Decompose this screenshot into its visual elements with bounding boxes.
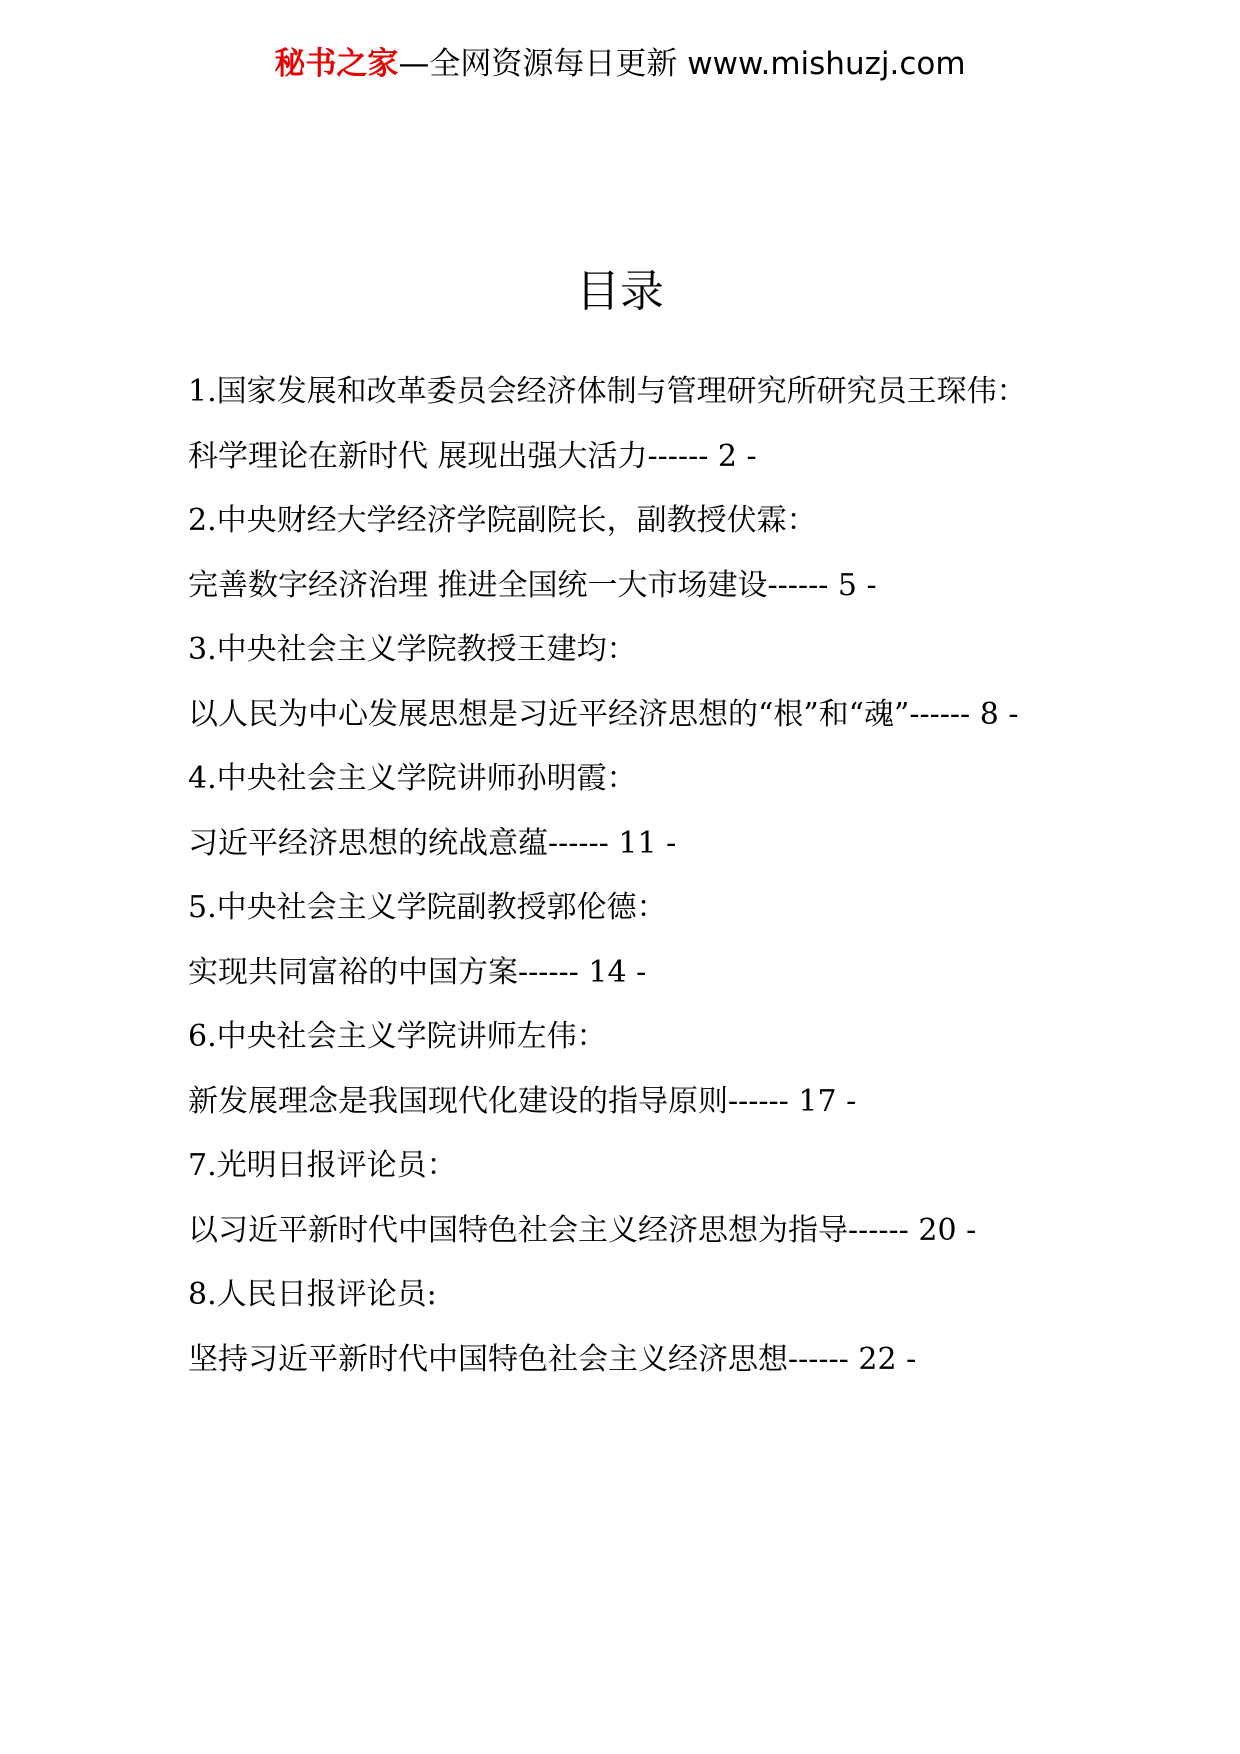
toc-entry [188, 360, 1053, 489]
toc-entry-article[interactable]: 完善数字经济治理 推进全国统一大市场建设------ 5 - [188, 567, 877, 603]
toc-entry [188, 618, 1053, 747]
site-tagline: —全网资源每日更新 www.mishuzj.com [398, 46, 966, 82]
site-header [0, 42, 1240, 86]
toc-entry-author: 1.国家发展和改革委员会经济体制与管理研究所研究员王琛伟： [188, 374, 1027, 409]
toc-entry [188, 1005, 1053, 1134]
toc-entry-article[interactable]: 新发展理念是我国现代化建设的指导原则------ 17 - [188, 1083, 857, 1119]
toc-entry-article[interactable]: 科学理论在新时代 展现出强大活力------ 2 - [188, 438, 757, 474]
toc-entry-author: 6.中央社会主义学院讲师左伟： [188, 1019, 607, 1054]
toc-entry-article[interactable]: 习近平经济思想的统战意蕴------ 11 - [188, 825, 677, 861]
site-brand: 秘书之家 [274, 46, 399, 82]
toc-entry [188, 489, 1053, 618]
toc-entry-article[interactable]: 实现共同富裕的中国方案------ 14 - [188, 954, 647, 990]
toc-entry-author: 5.中央社会主义学院副教授郭伦德： [188, 890, 667, 925]
toc-entry-article[interactable]: 坚持习近平新时代中国特色社会主义经济思想------ 22 - [188, 1341, 917, 1377]
toc-entry-author: 3.中央社会主义学院教授王建均： [188, 632, 637, 667]
toc-entry [188, 876, 1053, 1005]
toc-entry [188, 747, 1053, 876]
toc-entry [188, 1263, 1053, 1392]
toc-entry-author: 2.中央财经大学经济学院副院长，副教授伏霖： [188, 503, 817, 538]
toc-entry-article[interactable]: 以人民为中心发展思想是习近平经济思想的“根”和“魂”------ 8 - [188, 696, 1019, 732]
table-of-contents [188, 360, 1053, 1392]
toc-entry-author: 8.人民日报评论员: [188, 1277, 437, 1312]
toc-entry-author: 7.光明日报评论员： [188, 1148, 457, 1183]
page-title: 目录 [576, 266, 664, 317]
toc-entry-author: 4.中央社会主义学院讲师孙明霞： [188, 761, 637, 796]
toc-entry [188, 1134, 1053, 1263]
toc-entry-article[interactable]: 以习近平新时代中国特色社会主义经济思想为指导------ 20 - [188, 1212, 977, 1248]
